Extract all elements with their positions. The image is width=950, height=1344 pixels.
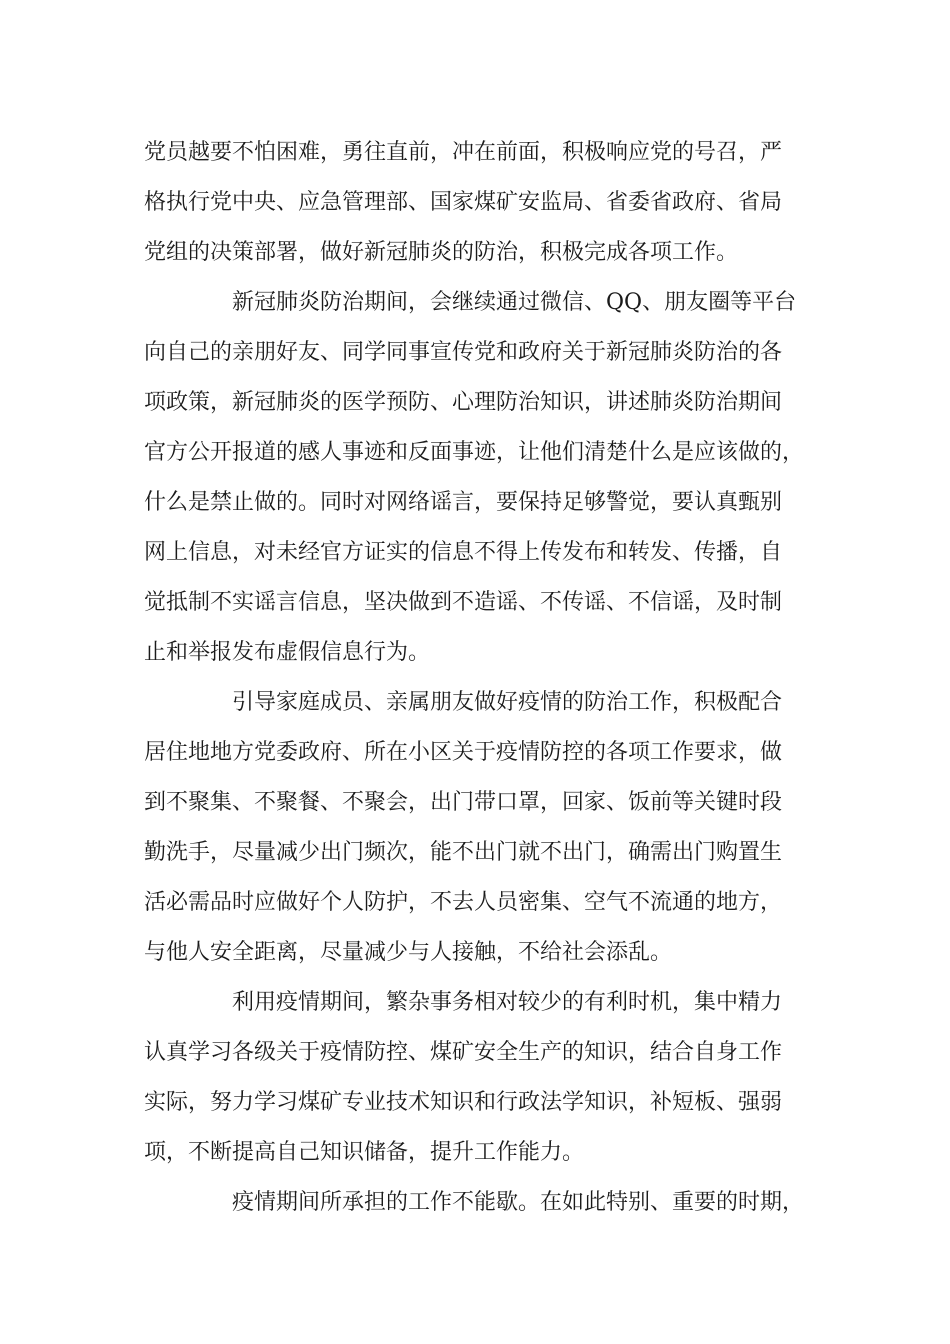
text-line: 止和举报发布虚假信息行为。 — [144, 640, 431, 665]
document-body — [144, 128, 834, 1228]
text-line: 活必需品时应做好个人防护，不去人员密集、空气不流通的地方， — [144, 890, 783, 915]
text-line: 引导家庭成员、亲属朋友做好疫情的防治工作，积极配合 — [232, 690, 783, 715]
text-line: 网上信息，对未经官方证实的信息不得上传发布和转发、传播，自 — [144, 540, 783, 565]
text-line: 向自己的亲朋好友、同学同事宣传党和政府关于新冠肺炎防治的各 — [144, 340, 783, 365]
text-line: 疫情期间所承担的工作不能歇。在如此特别、重要的时期， — [232, 1190, 805, 1215]
text-line: 与他人安全距离，尽量减少与人接触，不给社会添乱。 — [144, 940, 673, 965]
text-line: 实际，努力学习煤矿专业技术知识和行政法学知识，补短板、强弱 — [144, 1090, 783, 1115]
text-line: 觉抵制不实谣言信息，坚决做到不造谣、不传谣、不信谣，及时制 — [144, 590, 783, 615]
text-line: 项政策，新冠肺炎的医学预防、心理防治知识，讲述肺炎防治期间 — [144, 390, 783, 415]
text-line: 利用疫情期间，繁杂事务相对较少的有利时机，集中精力 — [232, 990, 783, 1015]
paragraph-3 — [144, 678, 834, 978]
text-line: 居住地地方党委政府、所在小区关于疫情防控的各项工作要求，做 — [144, 740, 783, 765]
text-line: 勤洗手，尽量减少出门频次，能不出门就不出门，确需出门购置生 — [144, 840, 783, 865]
text-line: 什么是禁止做的。同时对网络谣言，要保持足够警觉，要认真甄别 — [144, 490, 783, 515]
paragraph-2 — [144, 278, 834, 678]
paragraph-1 — [144, 128, 834, 278]
text-line: 官方公开报道的感人事迹和反面事迹，让他们清楚什么是应该做的， — [144, 440, 805, 465]
text-line: 格执行党中央、应急管理部、国家煤矿安监局、省委省政府、省局 — [144, 190, 783, 215]
paragraph-5 — [144, 1178, 834, 1228]
text-line: 到不聚集、不聚餐、不聚会，出门带口罩，回家、饭前等关键时段 — [144, 790, 783, 815]
text-line: 党组的决策部署，做好新冠肺炎的防治，积极完成各项工作。 — [144, 240, 739, 265]
text-line: 党员越要不怕困难，勇往直前，冲在前面，积极响应党的号召，严 — [144, 140, 783, 165]
text-line: 新冠肺炎防治期间，会继续通过微信、QQ、朋友圈等平台 — [232, 290, 797, 315]
text-line: 项，不断提高自己知识储备，提升工作能力。 — [144, 1140, 585, 1165]
text-line: 认真学习各级关于疫情防控、煤矿安全生产的知识，结合自身工作 — [144, 1040, 783, 1065]
paragraph-4 — [144, 978, 834, 1178]
